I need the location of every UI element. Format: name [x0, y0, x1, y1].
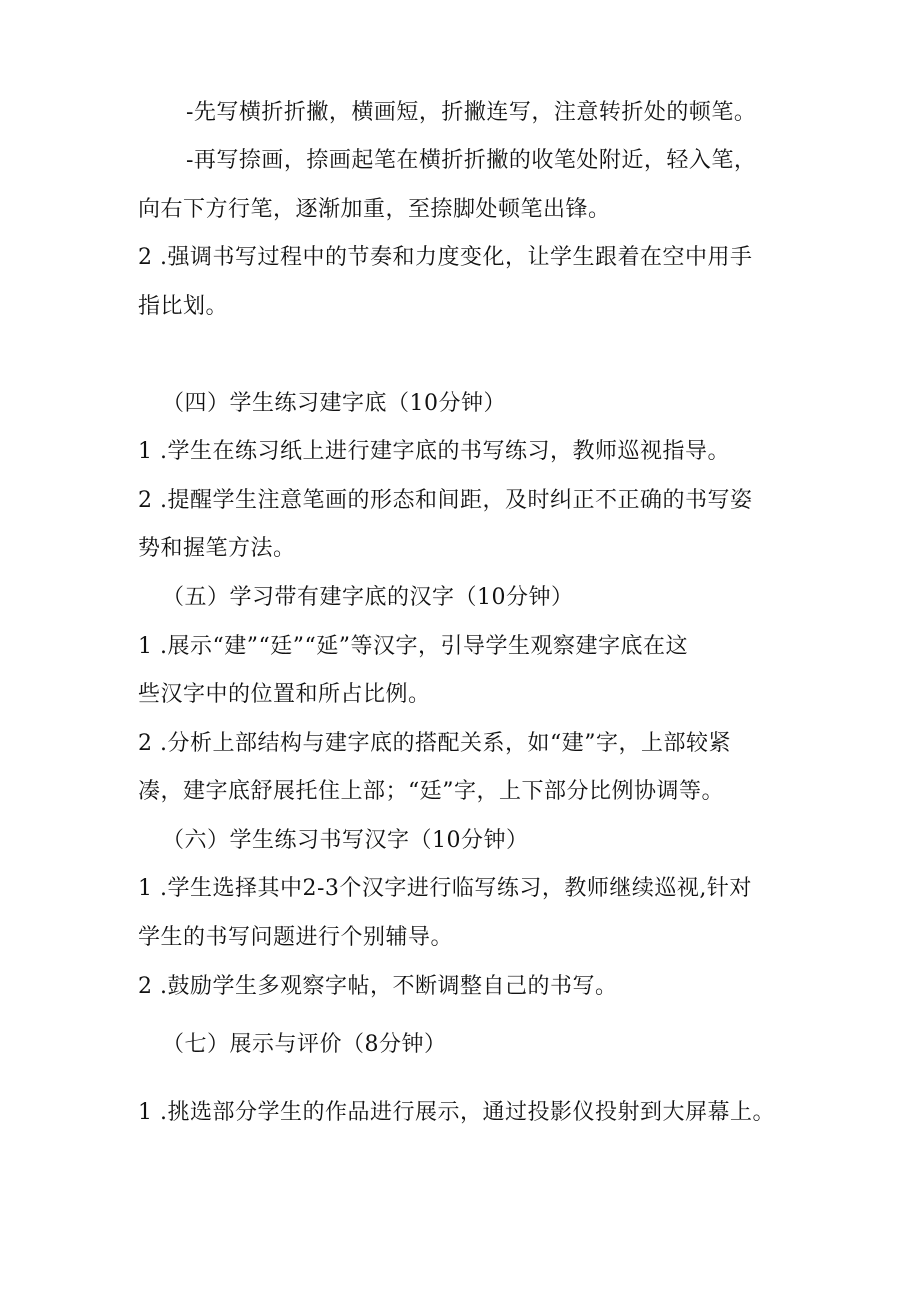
paragraph-line: 2 .鼓励学生多观察字帖，不断调整自己的书写。: [138, 974, 618, 999]
paragraph-line: 些汉字中的位置和所占比例。: [138, 682, 431, 707]
section-heading: （六）学生练习书写汉字（10分钟）: [162, 828, 529, 853]
paragraph-line: 学生的书写问题进行个别辅导。: [138, 925, 454, 950]
paragraph-line: 势和握笔方法。: [138, 536, 296, 561]
section-heading: （七）展示与评价（8分钟）: [162, 1032, 447, 1057]
paragraph-line: 1 .展示“建”“廷”“延”等汉字，引导学生观察建字底在这: [138, 634, 688, 659]
paragraph-line: 指比划。: [138, 294, 229, 319]
paragraph-line: 1 .挑选部分学生的作品进行展示，通过投影仪投射到大屏幕上。: [138, 1100, 775, 1125]
section-heading: （五）学习带有建字底的汉字（10分钟）: [162, 585, 574, 610]
paragraph-line: 1 .学生在练习纸上进行建字底的书写练习，教师巡视指导。: [138, 439, 730, 464]
paragraph-line: 2 .分析上部结构与建字底的搭配关系，如“建”字，上部较紧: [138, 731, 731, 756]
paragraph-line: -先写横折折撇，横画短，折撇连写，注意转折处的顿笔。: [186, 100, 757, 125]
paragraph-line: 2 .强调书写过程中的节奏和力度变化，让学生跟着在空中用手: [138, 245, 753, 270]
paragraph-line: 凑，建字底舒展托住上部；“廷”字，上下部分比例协调等。: [138, 779, 724, 804]
paragraph-line: -再写捺画，捺画起笔在横折折撇的收笔处附近，轻入笔，: [186, 148, 757, 173]
paragraph-line: 1 .学生选择其中2-3个汉字进行临写练习，教师继续巡视,针对: [138, 876, 752, 901]
paragraph-line: 2 .提醒学生注意笔画的形态和间距，及时纠正不正确的书写姿: [138, 488, 753, 513]
paragraph-line: 向右下方行笔，逐渐加重，至捺脚处顿笔出锋。: [138, 197, 611, 222]
section-heading: （四）学生练习建字底（10分钟）: [162, 391, 506, 416]
